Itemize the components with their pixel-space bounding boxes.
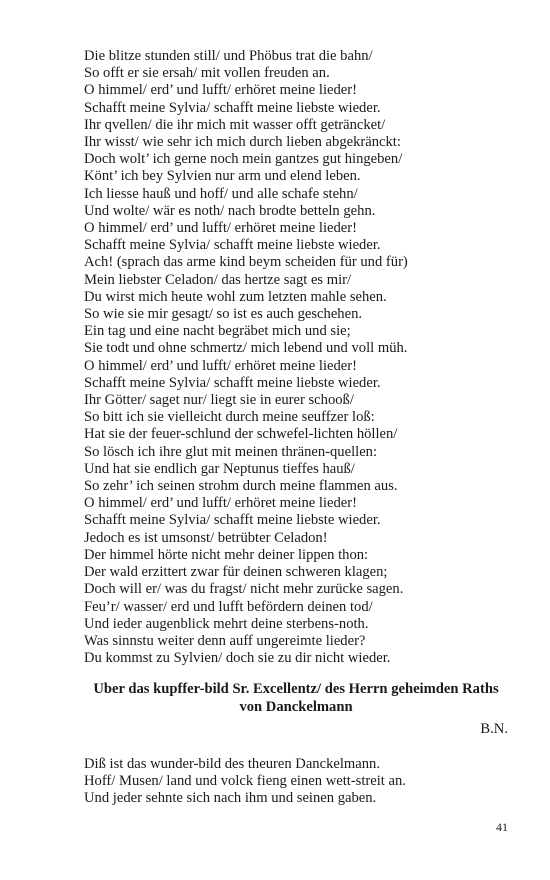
verse-line: Was sinnstu weiter denn auff ungereimte lieder? xyxy=(84,632,366,649)
verse-line: Du wirst mich heute wohl zum letzten mahle sehen. xyxy=(84,288,387,305)
verse-line: Ach! (sprach das arme kind beym scheiden für und für) xyxy=(84,254,408,271)
poem-text xyxy=(84,48,524,667)
verse-line: Hat sie der feuer-schlund der schwefel-lichten höllen/ xyxy=(84,426,398,443)
verse-line: Du kommst zu Sylvien/ doch sie zu dir nicht wieder. xyxy=(84,650,391,667)
verse-line: So zehr’ ich seinen strohm durch meine flammen aus. xyxy=(84,478,398,495)
page-number: 41 xyxy=(496,820,508,834)
verse-line: So wie sie mir gesagt/ so ist es auch geschehen. xyxy=(84,306,363,323)
verse-line: Könt’ ich bey Sylvien nur arm und elend leben. xyxy=(84,168,361,185)
verse-line: Ich liesse hauß und hoff/ und alle schafe stehn/ xyxy=(84,185,358,202)
verse-line: Ihr qvellen/ die ihr mich mit wasser offt geträncket/ xyxy=(84,116,386,133)
verse-line: Die blitze stunden still/ und Phöbus trat die bahn/ xyxy=(84,48,373,64)
second-poem-text xyxy=(84,756,524,808)
verse-line: Mein liebster Celadon/ das hertze sagt es mir/ xyxy=(84,271,352,288)
verse-line: Schafft meine Sylvia/ schafft meine liebste wieder. xyxy=(84,512,381,529)
verse-line: Und wolte/ wär es noth/ nach brodte betteln gehn. xyxy=(84,202,376,219)
verse-line: Jedoch es ist umsonst/ betrübter Celadon! xyxy=(84,529,328,546)
verse-line: Sie todt und ohne schmertz/ mich lebend und voll müh. xyxy=(84,340,408,357)
verse-line: Doch will er/ was du fragst/ nicht mehr zurücke sagen. xyxy=(84,581,404,598)
verse-line: So offt er sie ersah/ mit vollen freuden an. xyxy=(84,65,330,82)
verse-line: Und jeder sehnte sich nach ihm und seinen gaben. xyxy=(84,790,377,807)
verse-line: Diß ist das wunder-bild des theuren Danckelmann. xyxy=(84,756,380,772)
heading-line-1: Uber das kupffer-bild Sr. Excellentz/ des Herrn geheimden Raths xyxy=(93,681,499,697)
author-initials: B.N. xyxy=(480,721,508,737)
verse-line: O himmel/ erd’ und lufft/ erhöret meine lieder! xyxy=(84,495,357,512)
verse-line: So bitt ich sie vielleicht durch meine seuffzer loß: xyxy=(84,409,375,426)
verse-line: O himmel/ erd’ und lufft/ erhöret meine lieder! xyxy=(84,357,357,374)
poem-heading xyxy=(84,680,508,716)
verse-line: O himmel/ erd’ und lufft/ erhöret meine lieder! xyxy=(84,220,357,237)
verse-line: Ihr Götter/ saget nur/ liegt sie in eurer schooß/ xyxy=(84,392,354,409)
verse-line: Doch wolt’ ich gerne noch mein gantzes gut hingeben/ xyxy=(84,151,403,168)
verse-line: Ihr wisst/ wie sehr ich mich durch lieben abgekränckt: xyxy=(84,134,401,151)
verse-line: Schafft meine Sylvia/ schafft meine liebste wieder. xyxy=(84,99,381,116)
verse-line: Feu’r/ wasser/ erd und lufft befördern deinen tod/ xyxy=(84,598,373,615)
verse-line: So lösch ich ihre glut mit meinen thränen-quellen: xyxy=(84,443,378,460)
verse-line: Der himmel hörte nicht mehr deiner lippen thon: xyxy=(84,546,369,563)
verse-line: Der wald erzittert zwar für deinen schweren klagen; xyxy=(84,564,388,581)
verse-line: Und hat sie endlich gar Neptunus tieffes hauß/ xyxy=(84,460,355,477)
verse-line: Und ieder augenblick mehrt deine sterbens-noth. xyxy=(84,615,369,632)
verse-line: O himmel/ erd’ und lufft/ erhöret meine lieder! xyxy=(84,82,357,99)
verse-line: Schafft meine Sylvia/ schafft meine liebste wieder. xyxy=(84,374,381,391)
verse-line: Hoff/ Musen/ land und volck fieng einen wett-streit an. xyxy=(84,773,406,790)
heading-line-2: von Danckelmann xyxy=(239,699,353,715)
verse-line: Ein tag und eine nacht begräbet mich und sie; xyxy=(84,323,351,340)
verse-line: Schafft meine Sylvia/ schafft meine liebste wieder. xyxy=(84,237,381,254)
